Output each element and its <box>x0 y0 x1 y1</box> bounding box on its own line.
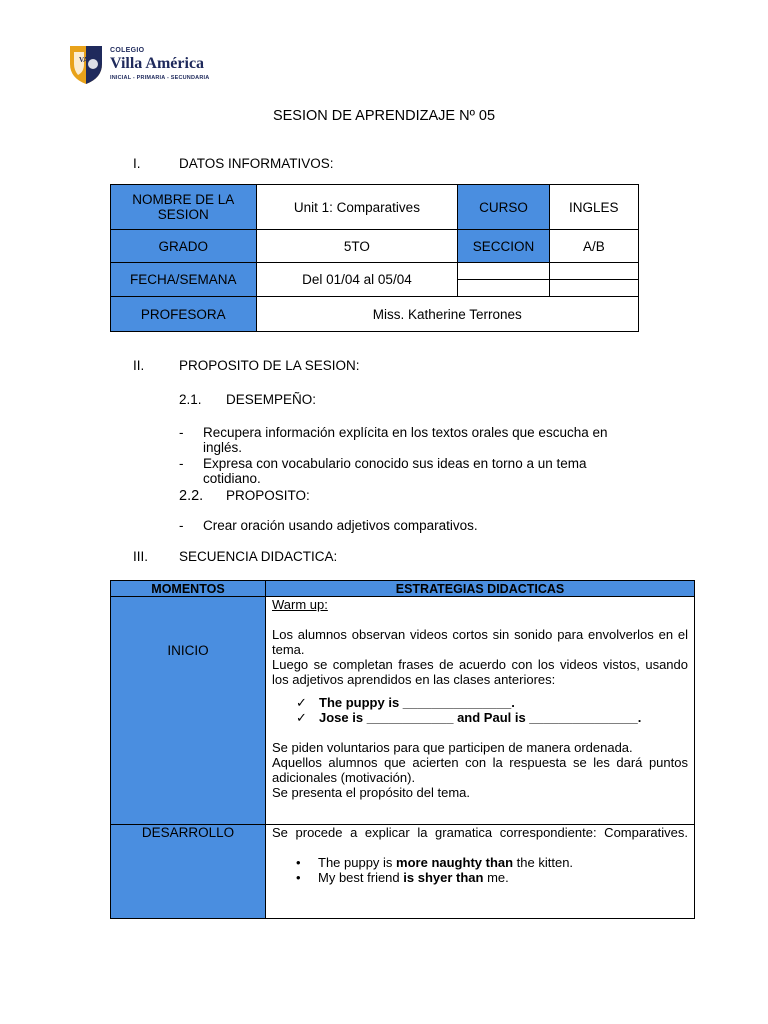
empty-cell <box>549 280 638 297</box>
empty-cell <box>458 263 549 280</box>
dash-bullet: - <box>179 518 184 533</box>
moment-inicio: INICIO <box>111 597 266 825</box>
profesora-value: Miss. Katherine Terrones <box>256 297 638 332</box>
check-item: ✓ The puppy is _______________. <box>296 695 515 710</box>
subsection-2-1-heading: DESEMPEÑO: <box>226 392 317 407</box>
empty-cell <box>458 280 549 297</box>
desempeno-item: Expresa con vocabulario conocido sus ideas en torno a un tema cotidiano. <box>203 456 587 486</box>
section-2-heading: PROPOSITO DE LA SESION: <box>179 358 360 373</box>
header-estrategias: ESTRATEGIAS DIDACTICAS <box>266 581 695 597</box>
empty-cell <box>549 263 638 280</box>
warmup-heading: Warm up: <box>272 597 328 612</box>
logo-levels: INICIAL - PRIMARIA - SECUNDARIA <box>110 75 210 81</box>
inicio-paragraph: Se piden voluntarios para que participen de manera ordenada. <box>272 740 633 755</box>
info-table <box>110 184 639 332</box>
inicio-paragraph: Luego se completan frases de acuerdo con los videos vistos, usando los adjetivos aprendidos en las clases anteriores: <box>272 657 688 687</box>
checkmark-icon: ✓ <box>296 695 307 710</box>
subsection-2-1-number: 2.1. <box>179 392 202 407</box>
bullet-icon: • <box>296 870 301 885</box>
section-1-heading: DATOS INFORMATIVOS: <box>179 156 334 171</box>
curso-value: INGLES <box>549 185 638 230</box>
desarrollo-strategies <box>266 825 695 919</box>
subsection-2-2-heading: PROPOSITO: <box>226 488 310 503</box>
sequence-table <box>110 580 695 919</box>
curso-label: CURSO <box>458 185 549 230</box>
header-momentos: MOMENTOS <box>111 581 266 597</box>
desempeno-item: Recupera información explícita en los textos orales que escucha en inglés. <box>203 425 608 455</box>
school-logo <box>66 42 236 88</box>
inicio-paragraph: Los alumnos observan videos cortos sin sonido para envolverlos en el tema. <box>272 627 688 657</box>
section-3-number: III. <box>133 549 149 564</box>
svg-text:VA: VA <box>79 56 89 64</box>
desarrollo-paragraph: Se procede a explicar la gramatica correspondiente: Comparatives. <box>272 825 688 840</box>
proposito-item: Crear oración usando adjetivos comparativos. <box>203 518 478 533</box>
check-item: ✓ Jose is ____________ and Paul is _______________. <box>296 710 642 725</box>
grado-label: GRADO <box>111 230 257 263</box>
page-title: SESION DE APRENDIZAJE Nº 05 <box>272 108 496 124</box>
logo-colegio-text: COLEGIO <box>110 47 145 54</box>
section-1-number: I. <box>133 156 141 171</box>
nombre-value: Unit 1: Comparatives <box>256 185 458 230</box>
school-crest-icon <box>66 42 106 86</box>
seccion-value: A/B <box>549 230 638 263</box>
bullet-item: • My best friend is shyer than me. <box>296 870 509 885</box>
dash-bullet: - <box>179 425 184 440</box>
fecha-value: Del 01/04 al 05/04 <box>256 263 458 297</box>
bullet-item: • The puppy is more naughty than the kitten. <box>296 855 574 870</box>
section-2-number: II. <box>133 358 145 373</box>
fecha-label: FECHA/SEMANA <box>111 263 257 297</box>
logo-school-name: Villa América <box>110 55 205 72</box>
inicio-paragraph: Aquellos alumnos que acierten con la respuesta se les dará puntos adicionales (motivación). <box>272 755 688 785</box>
section-3-heading: SECUENCIA DIDACTICA: <box>179 549 338 564</box>
dash-bullet: - <box>179 456 184 471</box>
bullet-icon: • <box>296 855 301 870</box>
grado-value: 5TO <box>256 230 458 263</box>
moment-desarrollo: DESARROLLO <box>111 825 266 919</box>
checkmark-icon: ✓ <box>296 710 307 725</box>
nombre-label: NOMBRE DE LA SESION <box>111 185 257 230</box>
subsection-2-2-number: 2.2. <box>179 488 204 504</box>
seccion-label: SECCION <box>458 230 549 263</box>
inicio-paragraph: Se presenta el propósito del tema. <box>272 785 471 800</box>
profesora-label: PROFESORA <box>111 297 257 332</box>
inicio-strategies <box>266 597 695 825</box>
